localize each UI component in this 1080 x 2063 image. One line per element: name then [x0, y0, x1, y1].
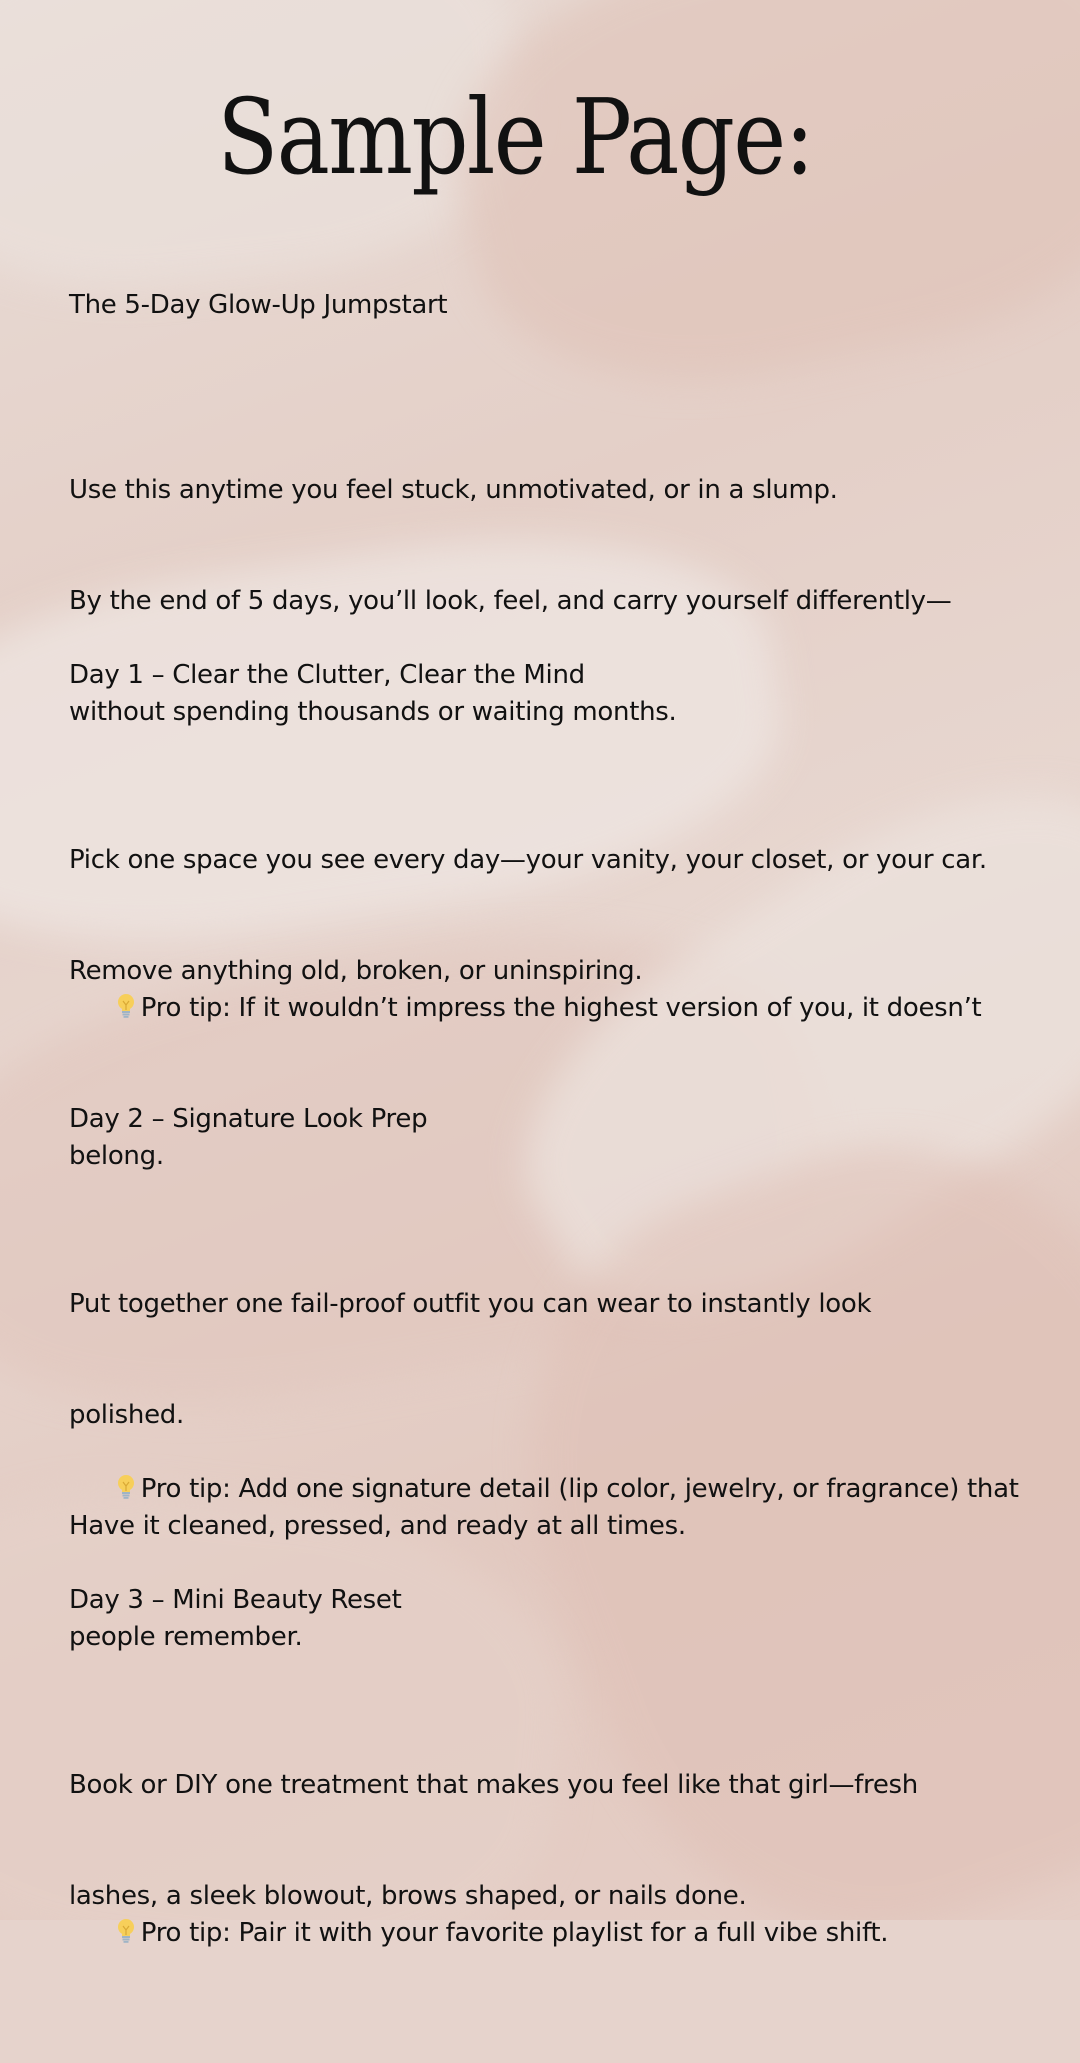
day-3-pro-tip [69, 1804, 1029, 2063]
tip-text: Pro tip: Add one signature detail (lip color, jewelry, or fragrance) that [140, 1474, 1019, 1504]
body-line: lashes, a sleek blowout, brows shaped, or nails done. [69, 1881, 747, 1911]
lightbulb-icon [117, 1918, 135, 1944]
intro-paragraph [69, 398, 1029, 805]
day-2-pro-tip [69, 1360, 1029, 1730]
day-3-heading: Day 3 – Mini Beauty Reset [69, 1585, 402, 1615]
intro-line: without spending thousands or waiting months. [69, 697, 677, 727]
tip-text-continued: belong. [69, 1141, 164, 1171]
lightbulb-icon [117, 993, 135, 1019]
intro-line: Use this anytime you feel stuck, unmotivated, or in a slump. [69, 475, 838, 505]
tip-text-continued: people remember. [69, 1622, 303, 1652]
subtitle: The 5-Day Glow-Up Jumpstart [69, 290, 448, 320]
day-1-heading: Day 1 – Clear the Clutter, Clear the Mind [69, 660, 585, 690]
body-line: Put together one fail-proof outfit you can wear to instantly look [69, 1289, 872, 1319]
body-line: Book or DIY one treatment that makes you feel like that girl—fresh [69, 1770, 918, 1800]
page-title: Sample Page: [217, 76, 813, 198]
body-line: Have it cleaned, pressed, and ready at all times. [69, 1511, 686, 1541]
tip-text: Pro tip: If it wouldn’t impress the highest version of you, it doesn’t [140, 993, 982, 1023]
intro-line: By the end of 5 days, you’ll look, feel, and carry yourself differently— [69, 586, 952, 616]
body-line: polished. [69, 1400, 184, 1430]
tip-text: Pro tip: Pair it with your favorite playlist for a full vibe shift. [140, 1918, 889, 1948]
body-line: Pick one space you see every day—your vanity, your closet, or your car. [69, 845, 987, 875]
lightbulb-icon [117, 1474, 135, 1500]
day-1-pro-tip [69, 879, 1029, 1249]
day-2-heading: Day 2 – Signature Look Prep [69, 1104, 428, 1134]
body-line: Remove anything old, broken, or uninspiring. [69, 956, 643, 986]
